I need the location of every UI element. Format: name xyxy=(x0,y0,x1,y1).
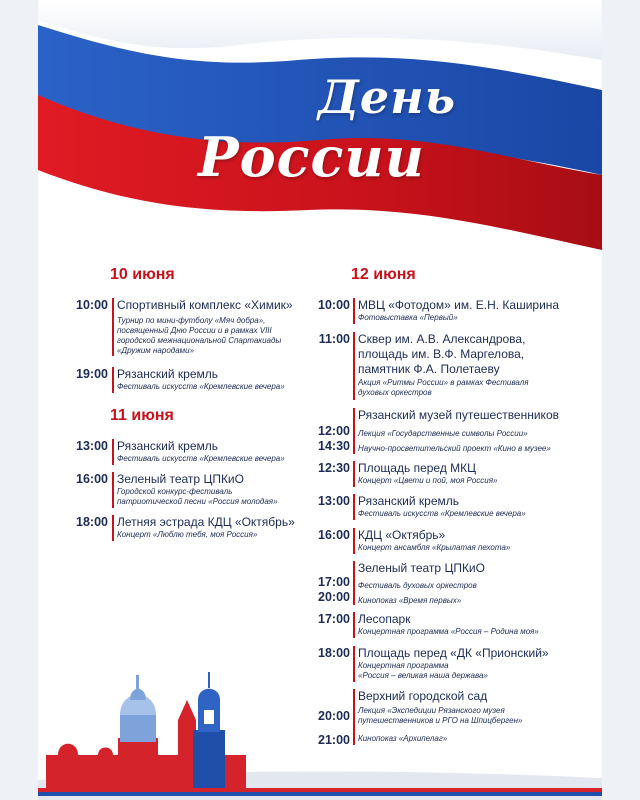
event-divider xyxy=(112,439,114,465)
event-venue: МВЦ «Фотодом» им. Е.Н. Каширина xyxy=(358,298,560,312)
event-time: 18:00 xyxy=(318,646,350,660)
event-time: 16:00 xyxy=(76,472,108,486)
event-desc-line: Научно-просветительский проект «Кино в музее» xyxy=(358,444,551,453)
event-divider xyxy=(353,298,355,324)
event-desc-line xyxy=(358,726,588,734)
event-divider xyxy=(353,689,355,745)
event-desc-line: Концертная программа xyxy=(358,661,449,670)
event-desc xyxy=(358,706,588,744)
event-desc-line: Фестиваль духовых оркестров xyxy=(358,581,477,590)
event-desc: Фестиваль искусств «Кремлевские вечера» xyxy=(117,454,285,463)
event-divider xyxy=(353,408,355,454)
event-desc-line: Лекция «Государственные символы России» xyxy=(358,429,528,438)
event-venue: Площадь перед «ДК «Прионский» xyxy=(358,646,549,660)
event-desc-line: Кинопоказ «Архипелаг» xyxy=(358,734,448,743)
event-divider xyxy=(353,646,355,682)
event-desc xyxy=(358,578,588,608)
event-venue: КДЦ «Октябрь» xyxy=(358,528,446,542)
event-desc: Концерт «Цвети и пой, моя Россия» xyxy=(358,476,498,485)
event-venue: Сквер им. А.В. Александрова, площадь им. В.Ф. Маргелова, памятник Ф.А. Полетаеву xyxy=(358,332,526,376)
event-time: 10:00 xyxy=(76,298,108,312)
title-line-1: День xyxy=(318,70,457,124)
event-desc: Фотовыставка «Первый» xyxy=(358,313,458,322)
event-divider xyxy=(353,494,355,520)
event-time: 13:00 xyxy=(318,494,350,508)
event-desc: Концерт «Люблю тебя, моя Россия» xyxy=(117,530,258,539)
event-venue: Спортивный комплекс «Химик» xyxy=(117,298,293,312)
event-desc-line: духовых оркестров xyxy=(358,388,432,397)
event-desc-line: Кинопоказ «Время первых» xyxy=(358,596,462,605)
event-desc-line: городской межнациональной Спартакиады xyxy=(117,336,282,345)
event-desc: Концертная программа «Россия – Родина моя» xyxy=(358,627,539,636)
event-desc-line: Лекция «Экспедиции Рязанского музея xyxy=(358,706,505,715)
event-venue: Рязанский кремль xyxy=(117,367,218,381)
day-heading-11: 11 июня xyxy=(110,407,174,424)
event-desc xyxy=(117,487,307,507)
event-desc: Фестиваль искусств «Кремлевские вечера» xyxy=(117,382,285,391)
event-desc-line: патриотической песни «Россия молодая» xyxy=(117,497,278,506)
event-desc-line: посвященный Дню России и в рамках VIII xyxy=(117,326,272,335)
event-desc xyxy=(358,661,588,681)
event-venue: Рязанский музей путешественников xyxy=(358,408,559,422)
event-venue: Летняя эстрада КДЦ «Октябрь» xyxy=(117,515,295,529)
day-heading-10: 10 июня xyxy=(110,266,175,283)
event-divider xyxy=(112,515,114,541)
event-divider xyxy=(353,561,355,605)
event-divider xyxy=(353,332,355,400)
event-desc-line: «Дружим народами» xyxy=(117,346,195,355)
day-heading-12: 12 июня xyxy=(351,266,416,283)
event-desc xyxy=(358,426,593,456)
event-desc-line: «Россия – великая наша держава» xyxy=(358,671,488,680)
event-divider xyxy=(353,612,355,638)
event-time: 17:00 xyxy=(318,612,350,626)
event-time: 11:00 xyxy=(318,332,350,346)
event-desc: Фестиваль искусств «Кремлевские вечера» xyxy=(358,509,526,518)
event-divider xyxy=(353,461,355,487)
event-time: 13:00 xyxy=(76,439,108,453)
poster xyxy=(38,0,602,800)
event-desc: Концерт ансамбля «Крылатая пехота» xyxy=(358,543,511,552)
event-desc xyxy=(358,378,588,398)
event-divider xyxy=(112,298,114,356)
event-time: 17:00 20:00 xyxy=(318,575,350,604)
event-time: 12:00 14:30 xyxy=(318,424,350,453)
event-venue: Рязанский кремль xyxy=(358,494,459,508)
event-time: 20:00 21:00 xyxy=(318,709,350,747)
event-desc-line: Городской конкурс-фестиваль xyxy=(117,487,233,496)
title-line-2: России xyxy=(198,125,425,189)
event-time: 10:00 xyxy=(318,298,350,312)
event-time: 16:00 xyxy=(318,528,350,542)
event-desc-line: путешественников и РГО на Шпицберген» xyxy=(358,716,523,725)
event-divider xyxy=(112,367,114,393)
event-divider xyxy=(112,472,114,508)
event-venue: Площадь перед МКЦ xyxy=(358,461,477,475)
event-time: 18:00 xyxy=(76,515,108,529)
event-desc-line: Турнир по мини-футболу «Мяч добра», xyxy=(117,316,266,325)
event-time: 12:30 xyxy=(318,461,350,475)
event-venue: Лесопарк xyxy=(358,612,411,626)
event-desc xyxy=(117,316,307,356)
event-time: 19:00 xyxy=(76,367,108,381)
event-divider xyxy=(353,528,355,554)
event-venue: Зеленый театр ЦПКиО xyxy=(117,472,244,486)
event-venue: Верхний городской сад xyxy=(358,689,488,703)
event-venue: Рязанский кремль xyxy=(117,439,218,453)
event-venue: Зеленый театр ЦПКиО xyxy=(358,561,485,575)
event-desc-line: Акция «Ритмы России» в рамках Фестиваля xyxy=(358,378,529,387)
